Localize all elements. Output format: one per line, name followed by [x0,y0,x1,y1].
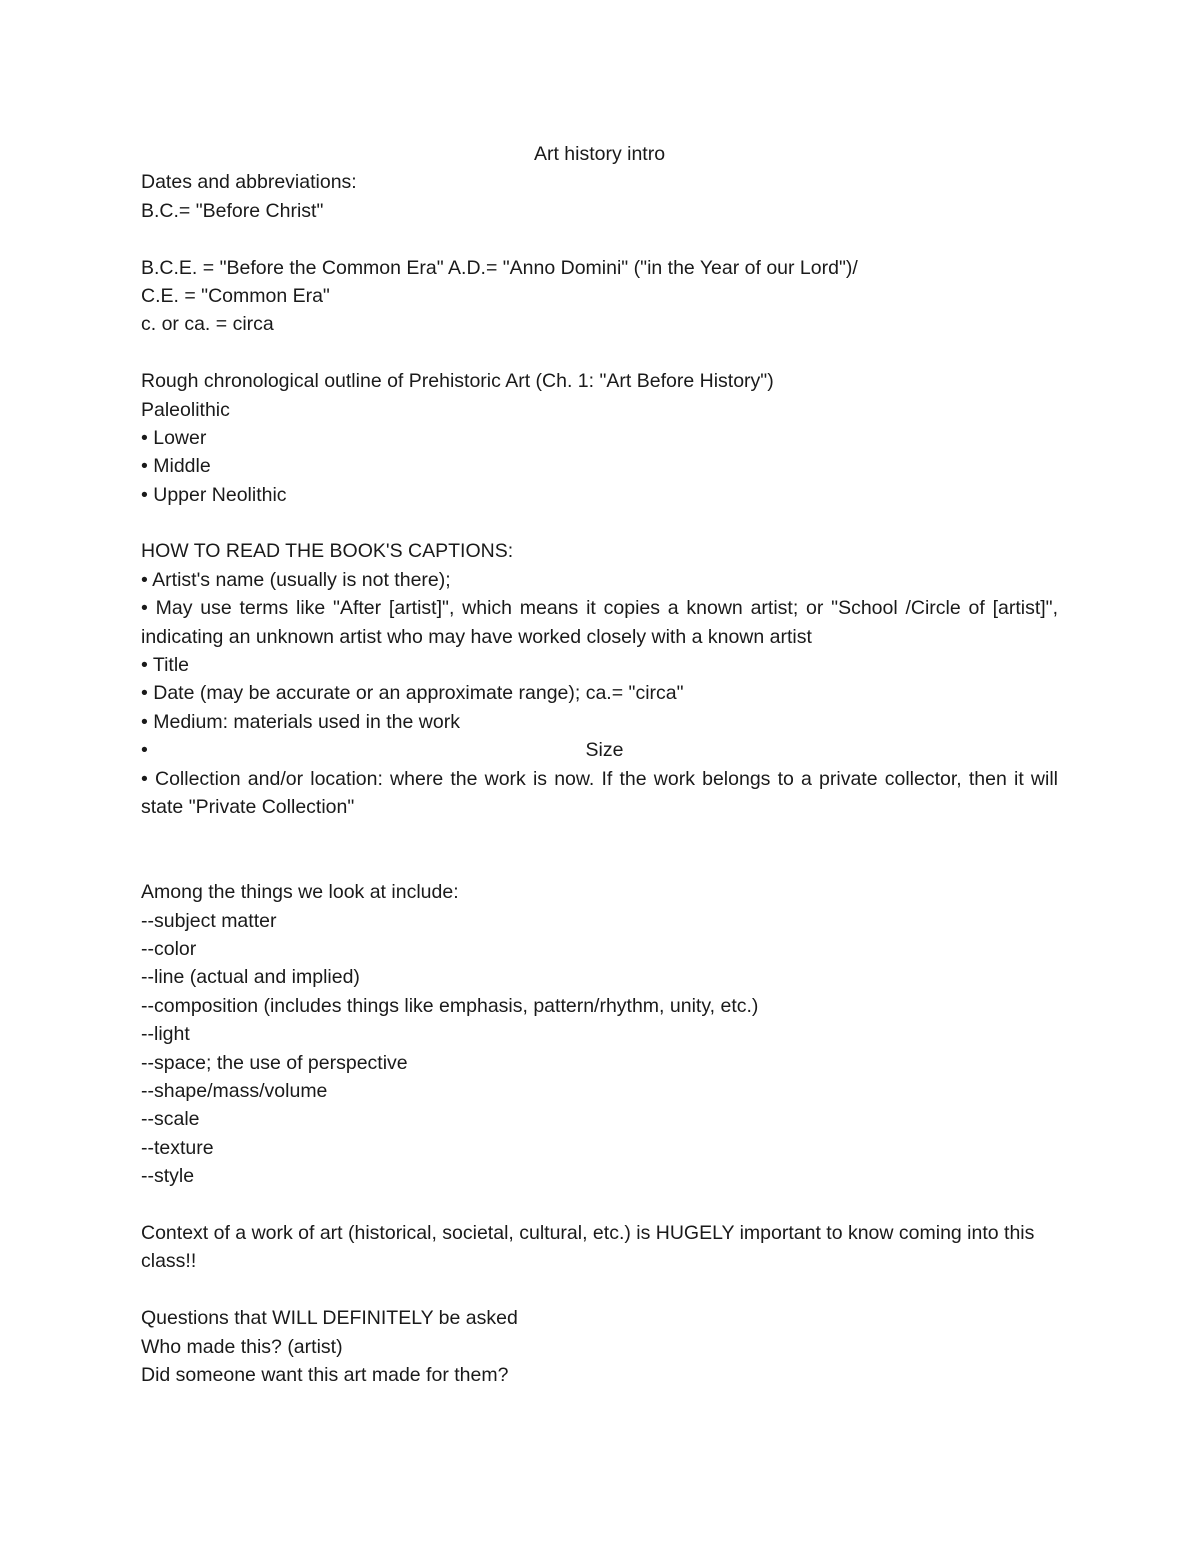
spacer [141,1276,1058,1304]
look-item: --texture [141,1136,214,1159]
spacer [141,339,1058,367]
look-item: --style [141,1165,195,1188]
look-item: --composition (includes things like emphasis, pattern/rhythm, unity, etc.) [141,994,759,1017]
spacer [141,225,1058,253]
look-item: --line (actual and implied) [141,966,360,989]
spacer [141,1191,1058,1219]
spacer [141,821,1058,878]
look-item: --light [141,1023,190,1046]
abbreviation-bce-ad: B.C.E. = "Before the Common Era" A.D.= "Anno Domini" ("in the Year of our Lord")/ [141,256,858,279]
outline-heading: Rough chronological outline of Prehistoric Art (Ch. 1: "Art Before History") [141,370,774,393]
question-item: Did someone want this art made for them? [141,1363,509,1386]
caption-date: • Date (may be accurate or an approximate range); ca.= "circa" [141,682,684,705]
caption-terms: • May use terms like "After [artist]", which means it copies a known artist; or "School /Circle of [artist]", indicating an unknown artist who may have worked closely with a known artist [141,597,1058,648]
look-item: --shape/mass/volume [141,1079,328,1102]
abbreviation-ce: C.E. = "Common Era" [141,284,330,307]
abbreviation-circa: c. or ca. = circa [141,313,274,336]
caption-artist-name: • Artist's name (usually is not there); [141,568,451,591]
look-item: --scale [141,1108,200,1131]
period-item: • Middle [141,455,211,478]
document-title: Art history intro [533,143,666,165]
size-bullet: • [141,739,148,762]
context-paragraph: Context of a work of art (historical, societal, cultural, etc.) is HUGELY important to know coming into this class!! [141,1221,1035,1273]
spacer [141,509,1058,537]
document-body [141,140,1058,1389]
caption-size [141,736,1058,764]
look-heading: Among the things we look at include: [141,881,459,904]
paleolithic-label: Paleolithic [141,398,230,421]
abbreviation-bc: B.C.= "Before Christ" [141,199,324,222]
dates-heading: Dates and abbreviations: [141,171,357,194]
look-item: --color [141,938,197,961]
size-label: Size [585,739,624,762]
caption-medium: • Medium: materials used in the work [141,710,460,733]
caption-collection: • Collection and/or location: where the work is now. If the work belongs to a private collector, then it will state "Private Collection" [141,767,1058,819]
look-item: --space; the use of perspective [141,1051,408,1074]
period-item: • Lower [141,426,207,449]
questions-heading: Questions that WILL DEFINITELY be asked [141,1307,518,1330]
look-item: --subject matter [141,909,277,932]
question-item: Who made this? (artist) [141,1335,343,1358]
captions-heading: HOW TO READ THE BOOK'S CAPTIONS: [141,540,514,563]
caption-title: • Title [141,654,190,677]
period-item: • Upper Neolithic [141,483,287,506]
